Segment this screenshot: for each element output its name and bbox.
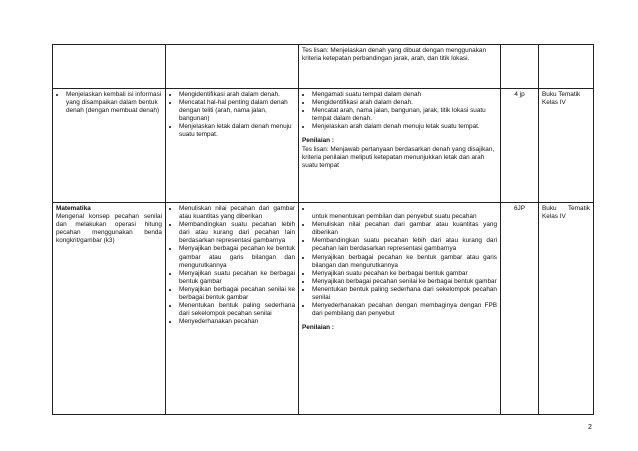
cell-empty <box>166 45 299 89</box>
list-item: • Mencatat hal-hal penting dalam denah dengan teliti (arah, nama jalan, bangunan) <box>179 99 295 123</box>
list-item: • Menyederhanakan pecahan dengan membaginya dengan FPB dari pembilang dan penyebut <box>312 302 497 318</box>
sumber-cell: Buku Tematik Kelas IV <box>539 89 594 203</box>
cell-empty <box>53 45 166 89</box>
table-row <box>53 203 594 415</box>
list-item: • Menyajikan berbagai pecahan senilai ke berbagai bentuk gambar <box>312 278 497 286</box>
list-continuation: untuk menentukan pembilan dan penyebut suatu pecahan <box>312 213 477 221</box>
tes-lisan-text: Tes lisan: Menjelaskan denah yang dibuat dengan menggunakan kriteria ketepatan perbandingan jarak, arah, dan titik lokasi. <box>302 47 487 63</box>
penilaian-label: Penilaian : <box>302 137 334 145</box>
list-item: • Menentukan bentuk paling sederhana dari sekelompok pecahan senilai <box>179 302 295 318</box>
kompetensi-cell <box>53 203 166 415</box>
list-item: • Mengidentifikasi arah dalam denah. <box>179 91 295 99</box>
list-item: • Menjelaskan kembali isi informasi yang disampaikan dalam bentuk denah (dengan membuat denah) <box>66 91 162 115</box>
alokasi-cell: 4 jp <box>501 89 539 203</box>
list-item: • Menyajikan berbagai pecahan ke bentuk gambar atau garis bilangan dan mengurutkannya <box>179 245 295 269</box>
kegiatan-cell <box>299 89 501 203</box>
list-item: • Mengidentifikasi arah dalam denah. <box>312 99 497 107</box>
list-item <box>312 205 497 213</box>
indikator-cell <box>166 89 299 203</box>
subject-title: Matematika <box>56 205 91 212</box>
page-number: 2 <box>588 424 592 431</box>
list-item: • Mencatat arah, nama jalan, bangunan, jarak, titik lokasi suatu tempat dalam denah. <box>312 107 497 123</box>
list-item: • Menyajikan suatu pecahan ke berbagai bentuk gambar <box>179 270 295 286</box>
kegiatan-cell <box>299 203 501 415</box>
list-item: • Menyajikan berbagai pecahan ke bentuk gambar atau garis bilangan dan mengurutkannya <box>312 254 497 270</box>
kompetensi-text: Mengenal konsep pecahan senilai dan melakukan operasi hitung pecahan menggunakan benda kongkrit/gambar (k3) <box>56 213 162 245</box>
list-item: • Menjelaskan letak dalam denah menuju suatu tempat. <box>179 123 295 139</box>
sumber-cell: Buku Tematik Kelas IV <box>539 203 594 415</box>
list-item: • Mengamati suatu tempat dalam denah <box>312 91 497 99</box>
table-row <box>53 89 594 203</box>
list-item: • Menyajikan berbagai pecahan senilai ke berbagai bentuk gambar <box>179 286 295 302</box>
list-item: • Menuliskan nilai pecahan dari gambar atau kuantitas yang diberikan <box>179 205 295 221</box>
cell-empty <box>501 45 539 89</box>
list-item: • Menyajikan suatu pecahan ke berbagai bentuk gambar <box>312 270 497 278</box>
list-item: • Menentukan bentuk paling sederhana dari sekelompok pecahan senilai <box>312 286 497 302</box>
penilaian-label: Penilaian : <box>302 324 334 332</box>
syllabus-table <box>52 44 594 415</box>
list-item: • Membandingkan suatu pecahan lebih dari atau kurang dari pecahan lain berdasarkan representasi gambarnya <box>179 221 295 245</box>
kompetensi-cell <box>53 89 166 203</box>
list-item: • Membandingkan suatu pecahan lebih dari atau kurang dari pecahan lain berdasarkan representasi gambarnya <box>312 237 497 253</box>
penilaian-text: Tes lisan: Menjawab pertanyaan berdasarkan denah yang disajikan, kriteria penilaian meliputi ketepatan menunjukkan letak dan arah suatu tempat <box>302 145 495 169</box>
penilaian-cell <box>299 45 501 89</box>
list-item: • Menuliskan nilai pecahan dari gambar atau kuantitas yang diberikan <box>312 221 497 237</box>
list-item: • Menyederhanakan pecahan <box>179 318 295 326</box>
alokasi-cell: 6JP <box>501 203 539 415</box>
list-item: • Menjelaskan arah dalam denah menuju letak suatu tempat. <box>312 123 497 131</box>
indikator-cell <box>166 203 299 415</box>
table-row <box>53 45 594 89</box>
cell-empty <box>539 45 594 89</box>
